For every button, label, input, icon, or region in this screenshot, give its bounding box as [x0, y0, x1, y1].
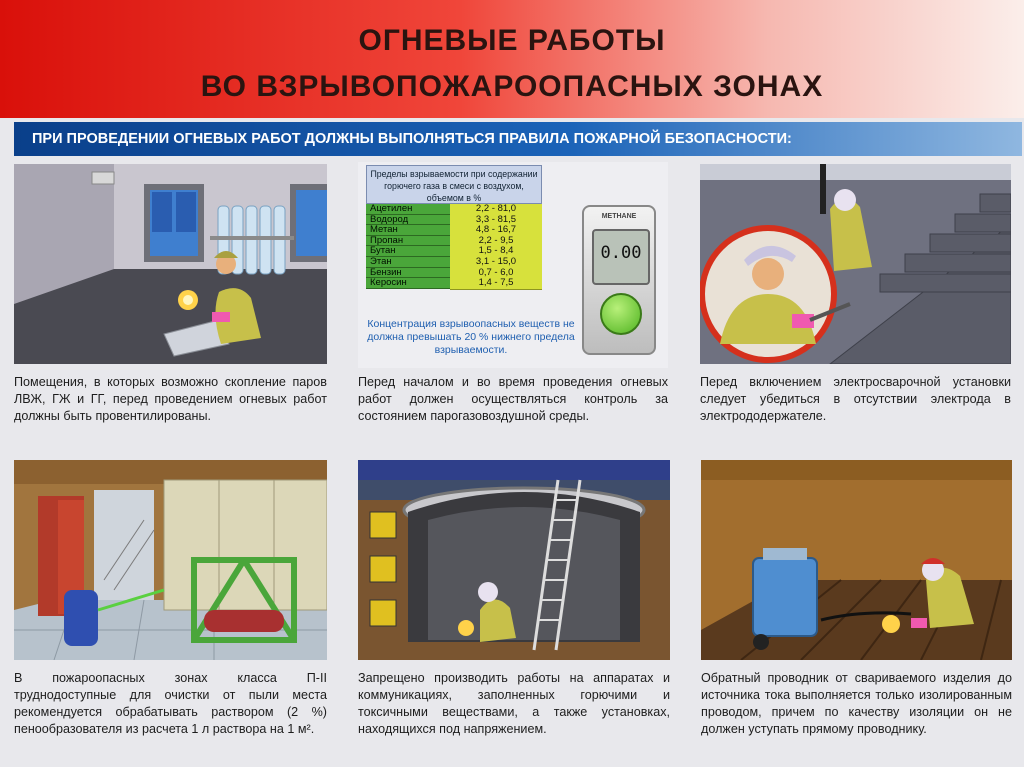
caption-forbidden-works: Запрещено производить работы на аппаратах и коммуникациях, заполненных горючими и токсичными веществами, а также установках, находящихся под напряжением. [358, 671, 670, 736]
gas-table-header: Пределы взрываемости при содержании горючего газа в смеси с воздухом, объемом в % [366, 165, 542, 204]
rules-banner [14, 122, 1022, 156]
gas-limits: 3,1 - 15,0 [450, 257, 542, 269]
gas-limits: 1,5 - 8,4 [450, 246, 542, 258]
caption-ventilation: Помещения, в которых возможно скопление паров ЛВЖ, ГЖ и ГГ, перед проведением огневых работ должны быть провентилированы. [14, 375, 327, 423]
poster-title-line2: ВО ВЗРЫВОПОЖАРООПАСНЫХ ЗОНАХ [200, 70, 824, 103]
poster-title-line1: ОГНЕВЫЕ РАБОТЫ [358, 24, 666, 57]
illustration-return-wire [701, 460, 1012, 660]
gas-name: Этан [366, 257, 450, 268]
gas-limits: 1,4 - 7,5 [450, 278, 542, 290]
gas-limits: 2,2 - 9,5 [450, 236, 542, 248]
meter-button [600, 293, 642, 335]
caption-dust-zone: В пожароопасных зонах класса П-II труднодоступные для очистки от пыли места рекомендуется обрабатывать раствором (2 %) пенообразователя из расчета 1 л раствора на 1 м². [14, 671, 327, 736]
methane-meter [582, 205, 656, 355]
illustration-electrode-holder [700, 164, 1011, 364]
illustration-ventilated-room [14, 164, 327, 364]
illustration-tank-interior [358, 460, 670, 660]
meter-screen [592, 229, 650, 285]
gas-name: Ацетилен [366, 204, 450, 215]
gas-name: Бензин [366, 268, 450, 279]
gas-name: Метан [366, 225, 450, 236]
gas-name: Керосин [366, 278, 450, 289]
caption-electrode: Перед включением электросварочной установки следует убедиться в отсутствии электрода в электрододержателе. [700, 375, 1011, 423]
gas-limits: 4,8 - 16,7 [450, 225, 542, 237]
caption-air-control: Перед началом и во время проведения огневых работ должен осуществляться контроль за состоянием парогазовоздушной среды. [358, 375, 668, 423]
gas-table-row [366, 257, 542, 268]
gas-table-row [366, 278, 542, 289]
gas-table-row [366, 204, 542, 215]
concentration-note: Концентрация взрывоопасных веществ не должна превышать 20 % нижнего предела взрываемости. [367, 318, 575, 356]
rules-banner-text: ПРИ ПРОВЕДЕНИИ ОГНЕВЫХ РАБОТ ДОЛЖНЫ ВЫПОЛНЯТЬСЯ ПРАВИЛА ПОЖАРНОЙ БЕЗОПАСНОСТИ: [32, 131, 792, 147]
gas-name: Водород [366, 215, 450, 226]
meter-reading: 0.00 [600, 243, 642, 263]
gas-limits: 3,3 - 81,5 [450, 215, 542, 227]
gas-limits: 0,7 - 6,0 [450, 268, 542, 280]
meter-label: METHANE [601, 213, 637, 220]
caption-return-wire: Обратный проводник от свариваемого изделия до источника тока выполняется только изолированным проводом, причем по качеству изоляции он не должен уступать прямому проводнику. [701, 671, 1012, 736]
illustration-dust-zone [14, 460, 327, 660]
gas-name: Пропан [366, 236, 450, 247]
gas-name: Бутан [366, 246, 450, 257]
gas-limits: 2,2 - 81,0 [450, 204, 542, 216]
